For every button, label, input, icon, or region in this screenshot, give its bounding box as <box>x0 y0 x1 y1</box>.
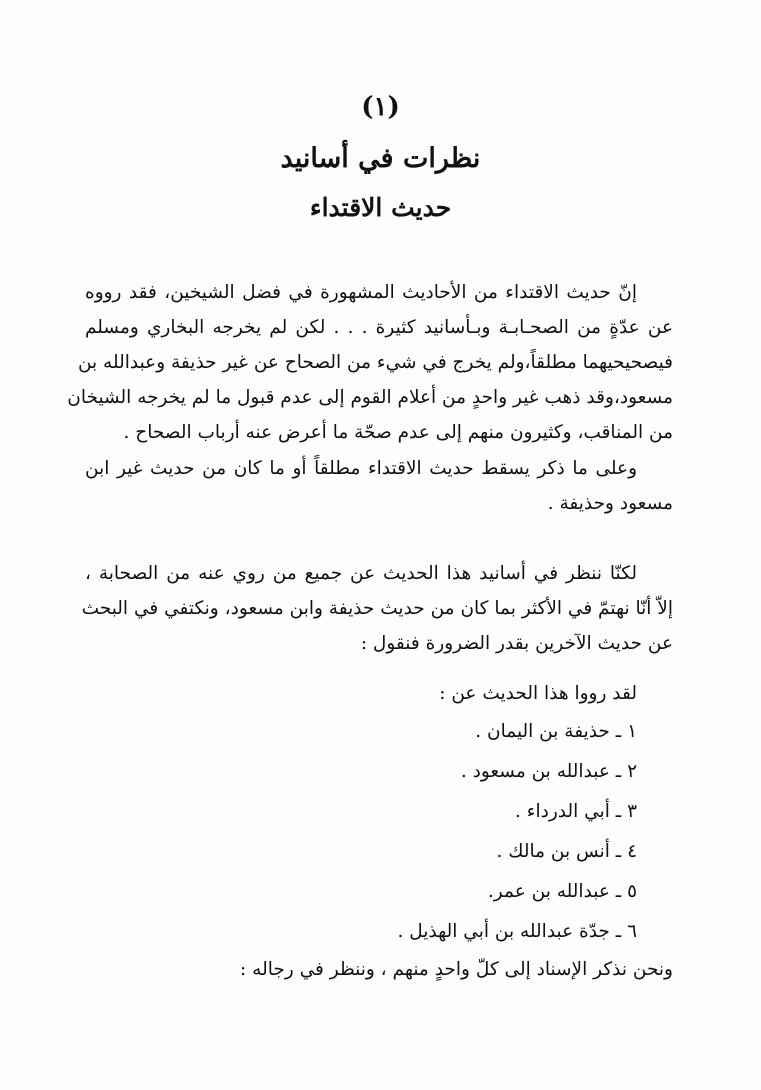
list-item: ٦ ـ جدّة عبدالله بن أبي الهذيل . <box>397 921 637 942</box>
paragraph-line: فيصحيحيهما مطلقاً،ولم يخرج في شيء من الصحاح عن غير حذيفة وعبدالله بن <box>77 352 673 373</box>
list-item: ٣ ـ أبي الدرداء . <box>515 801 637 822</box>
narrators-intro <box>85 676 673 711</box>
paragraph-line: عن حديث الآخرين بقدر الضرورة فنقول : <box>360 633 673 654</box>
paragraph-line: مسعود،وقد ذهب غير واحدٍ من أعلام القوم إلى عدم قبول ما لم يخرجه الشيخان <box>67 387 673 408</box>
paragraph-line: لقد رووا هذا الحديث عن : <box>439 683 637 704</box>
paragraph-line: عن عدّةٍ من الصحـابـة وبـأسانيد كثيرة . . . لكن لم يخرجه البخاري ومسلم <box>85 317 673 338</box>
list-item: ٥ ـ عبدالله بن عمر. <box>487 881 637 902</box>
paragraph-intro <box>67 275 673 450</box>
list-item: ١ ـ حذيفة بن اليمان . <box>475 721 637 742</box>
chapter-number: (١) <box>361 92 400 122</box>
paragraph-closing <box>85 952 673 987</box>
chapter-subtitle: حديث الاقتداء <box>309 193 452 222</box>
paragraph-line: إنّ حديث الاقتداء من الأحاديث المشهورة في فضل الشيخين، فقد رووه <box>85 282 637 303</box>
chapter-title: نظرات في أسانيد <box>280 143 481 174</box>
list-item: ٢ ـ عبدالله بن مسعود . <box>460 761 637 782</box>
list-item: ٤ ـ أنس بن مالك . <box>496 841 637 862</box>
paragraph-line: ونحن نذكر الإسناد إلى كلّ واحدٍ منهم ، وننظر في رجاله : <box>240 959 673 980</box>
paragraph-line: مسعود وحذيفة . <box>547 493 673 514</box>
paragraph-line: لكنّا ننظر في أسانيد هذا الحديث عن جميع من روي عنه من الصحابة ، <box>85 563 637 584</box>
paragraph-consequence <box>85 451 673 521</box>
paragraph-line: من المناقب، وكثيرون منهم إلى عدم صحّة ما أعرض عنه أرباب الصحاح . <box>123 422 673 443</box>
narrators-list <box>113 712 673 952</box>
paragraph-method <box>81 556 673 661</box>
paragraph-line: وعلى ما ذكر يسقط حديث الاقتداء مطلقاً أو ما كان من حديث غير ابن <box>85 458 637 479</box>
paragraph-line: إلاّ أنّا نهتمّ في الأكثر بما كان من حديث حذيفة وابن مسعود، ونكتفي في البحث <box>81 598 673 619</box>
